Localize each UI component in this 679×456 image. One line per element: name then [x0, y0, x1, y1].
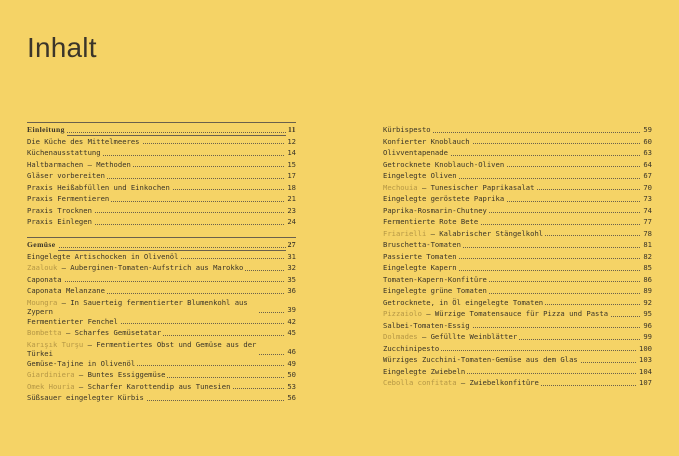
page-number: 99: [643, 332, 652, 341]
toc-entry[interactable]: [27, 381, 296, 393]
contents-column-left: [27, 124, 296, 404]
page-number: 82: [643, 251, 652, 261]
toc-entry[interactable]: [27, 170, 296, 182]
section-rule-top: [27, 237, 296, 238]
page-number: 50: [287, 370, 296, 379]
dish-name-highlight: Karışık Turşu: [27, 339, 84, 349]
entry-text: Fermentierte Rote Bete: [383, 217, 479, 226]
page-number: 64: [643, 159, 652, 169]
toc-entry[interactable]: [383, 216, 652, 228]
page-number: 85: [643, 263, 652, 272]
toc-entry[interactable]: [27, 285, 296, 297]
section-title: Gemüse: [27, 240, 56, 249]
toc-entry-title: [27, 262, 245, 274]
toc-entry-title: [383, 159, 506, 171]
toc-entry[interactable]: [383, 159, 652, 171]
page-number: 49: [287, 358, 296, 368]
entry-text: Bruschetta-Tomaten: [383, 240, 461, 249]
toc-entry[interactable]: [383, 205, 652, 217]
toc-entry-title: [27, 136, 142, 148]
dish-name-highlight: Mechouia: [383, 182, 418, 192]
page-number: 35: [287, 274, 296, 284]
entry-text: – Auberginen-Tomaten-Aufstrich aus Marokko: [57, 263, 244, 272]
toc-entry-title: [27, 381, 232, 393]
entry-text: – Kalabrischer Stängelkohl: [426, 228, 544, 238]
toc-entry-title: [27, 147, 103, 159]
entry-text: Haltbarmachen – Methoden: [27, 159, 131, 169]
dish-name-highlight: Cebolla confitata: [383, 378, 457, 387]
entry-text: – Würzige Tomatensauce für Pizza und Pasta: [421, 309, 609, 318]
dish-name-highlight: Pizzaiolo: [383, 309, 422, 318]
entry-text: Eingelegte Oliven: [383, 171, 457, 180]
toc-entry[interactable]: [27, 136, 296, 148]
toc-entry-title: [383, 297, 545, 309]
toc-entry[interactable]: [383, 274, 652, 286]
entry-text: Fermentierter Fenchel: [27, 316, 118, 326]
page-number: 39: [287, 305, 296, 314]
toc-entry[interactable]: [27, 205, 296, 217]
toc-entry-title: [383, 147, 450, 159]
toc-entry-title: [383, 377, 541, 389]
toc-entry[interactable]: [383, 297, 652, 309]
toc-entry[interactable]: [383, 193, 652, 205]
page-number: 86: [643, 274, 652, 284]
toc-entry-title: [383, 331, 519, 343]
entry-text: – Gefüllte Weinblätter: [417, 332, 518, 341]
entry-text: – Fermentiertes Obst und Gemüse aus der Türkei: [27, 339, 257, 358]
page-title: Inhalt: [27, 32, 97, 63]
page-number: 70: [643, 182, 652, 192]
page-number: 36: [287, 286, 296, 295]
toc-entry[interactable]: [27, 216, 296, 228]
toc-entry-title: [383, 354, 580, 366]
toc-entry-title: [27, 358, 137, 370]
toc-entry[interactable]: [27, 339, 296, 358]
toc-entry[interactable]: [27, 274, 296, 286]
entry-text: Salbei-Tomaten-Essig: [383, 320, 470, 330]
page-number: 23: [287, 205, 296, 215]
toc-entry-title: [383, 285, 489, 297]
toc-entry[interactable]: [27, 262, 296, 274]
toc-entry-title: [27, 239, 58, 251]
toc-entry-title: [383, 205, 489, 217]
toc-entry-title: [27, 369, 167, 381]
entry-text: Zucchinipesto: [383, 343, 440, 353]
toc-entry[interactable]: [27, 327, 296, 339]
toc-entry-title: [27, 159, 133, 171]
page-number: 27: [287, 240, 296, 249]
entry-text: Praxis Trocknen: [27, 205, 92, 215]
toc-entry-title: [383, 182, 536, 194]
toc-entry[interactable]: [383, 239, 652, 251]
page-number: 17: [287, 171, 296, 180]
toc-entry-title: [383, 136, 472, 148]
dish-name-highlight: Giardiniera: [27, 370, 75, 379]
page-number: 11: [288, 125, 296, 134]
toc-entry[interactable]: [383, 170, 652, 182]
toc-entry[interactable]: [27, 193, 296, 205]
toc-entry-title: [27, 316, 120, 328]
toc-entry-title: [383, 251, 459, 263]
toc-entry[interactable]: [383, 124, 652, 136]
toc-entry[interactable]: [383, 366, 652, 378]
toc-entry[interactable]: [27, 159, 296, 171]
toc-entry-title: [27, 327, 163, 339]
page-number: 77: [643, 217, 652, 226]
page-number: 103: [639, 355, 652, 364]
toc-entry-title: [383, 239, 463, 251]
page-number: 18: [287, 182, 296, 192]
entry-text: Eingelegte Kapern: [383, 263, 457, 272]
toc-entry[interactable]: [383, 262, 652, 274]
toc-entry[interactable]: [27, 316, 296, 328]
page-number: 78: [643, 228, 652, 238]
toc-entry-title: [27, 340, 259, 358]
page-number: 104: [639, 366, 652, 376]
page-number: 89: [643, 286, 652, 295]
entry-text: Getrocknete Knoblauch-Oliven: [383, 159, 505, 169]
dot-leader: [27, 281, 296, 282]
toc-entry-title: [27, 274, 64, 286]
toc-entry[interactable]: [27, 251, 296, 263]
entry-text: Caponata Melanzane: [27, 286, 105, 295]
entry-text: – Tunesischer Paprikasalat: [417, 182, 535, 192]
entry-text: – Buntes Essiggemüse: [74, 370, 166, 379]
entry-text: – Scharfer Karottendip aus Tunesien: [74, 381, 231, 391]
toc-entry-title: [383, 124, 433, 136]
section-title: Einleitung: [27, 125, 65, 134]
toc-entry-title: [383, 308, 610, 320]
page-number: 53: [287, 381, 296, 391]
page-number: 63: [643, 148, 652, 157]
page-number: 21: [287, 194, 296, 203]
page-number: 31: [287, 251, 296, 261]
page-number: 59: [643, 125, 652, 134]
toc-entry[interactable]: [383, 147, 652, 159]
toc-entry-title: [383, 274, 489, 286]
page-number: 74: [643, 205, 652, 215]
toc-entry-title: [27, 170, 107, 182]
toc-entry-title: [27, 216, 94, 228]
page-number: 32: [287, 263, 296, 272]
toc-entry[interactable]: [383, 182, 652, 194]
toc-section-heading[interactable]: [27, 239, 296, 251]
page-number: 46: [287, 347, 296, 356]
toc-entry[interactable]: [27, 147, 296, 159]
toc-entry[interactable]: [383, 251, 652, 263]
entry-text: Eingelegte Artischocken in Olivenöl: [27, 251, 179, 261]
toc-entry-title: [27, 392, 146, 404]
toc-section-heading[interactable]: [27, 124, 296, 136]
toc-entry-title: [27, 205, 94, 217]
toc-entry-title: [383, 193, 506, 205]
page-number: 15: [287, 159, 296, 169]
toc-entry[interactable]: [383, 308, 652, 320]
entry-text: Gemüse-Tajine in Olivenöl: [27, 358, 136, 368]
toc-entry[interactable]: [383, 377, 652, 389]
toc-entry-title: [27, 251, 180, 263]
toc-entry-title: [27, 193, 111, 205]
toc-entry-title: [27, 182, 172, 194]
entry-text: Passierte Tomaten: [383, 251, 457, 261]
toc-entry[interactable]: [383, 343, 652, 355]
section-rule-top: [27, 122, 296, 123]
toc-entry[interactable]: [383, 320, 652, 332]
entry-text: Eingelegte grüne Tomaten: [383, 286, 487, 295]
toc-entry[interactable]: [27, 358, 296, 370]
page-number: 73: [643, 194, 652, 203]
entry-text: Die Küche des Mittelmeeres: [27, 136, 140, 146]
page-number: 96: [643, 320, 652, 330]
entry-text: Praxis Fermentieren: [27, 194, 110, 203]
dish-name-highlight: Friarielli: [383, 228, 427, 238]
dish-name-highlight: Dolmades: [383, 332, 418, 341]
entry-text: Getrocknete, in Öl eingelegte Tomaten: [383, 297, 544, 307]
entry-text: Praxis Heißabfüllen und Einkochen: [27, 182, 170, 192]
page-number: 45: [287, 328, 296, 337]
entry-text: – Zwiebelkonfitüre: [456, 378, 539, 387]
page-number: 14: [287, 148, 296, 157]
entry-text: Caponata: [27, 274, 62, 284]
dot-leader: [27, 247, 296, 248]
toc-entry[interactable]: [27, 392, 296, 404]
toc-entry[interactable]: [383, 285, 652, 297]
page-number: 56: [287, 393, 296, 402]
toc-entry[interactable]: [383, 354, 652, 366]
entry-text: Tomaten-Kapern-Konfitüre: [383, 274, 487, 284]
toc-entry-title: [27, 298, 259, 316]
toc-entry-title: [27, 124, 67, 136]
entry-text: Würziges Zucchini-Tomaten-Gemüse aus dem Glas: [383, 355, 578, 364]
dish-name-highlight: Bombetta: [27, 328, 62, 337]
page-number: 95: [643, 309, 652, 318]
entry-text: Eingelegte geröstete Paprika: [383, 194, 505, 203]
toc-entry-title: [383, 228, 545, 240]
toc-entry-title: [383, 216, 480, 228]
entry-text: Olivventapenade: [383, 148, 448, 157]
page-number: 24: [287, 217, 296, 226]
page-number: 107: [639, 378, 652, 387]
entry-text: Kürbispesto: [383, 125, 431, 134]
entry-text: – In Sauerteig fermentierter Blumenkohl aus Zypern: [27, 297, 248, 316]
toc-entry[interactable]: [27, 297, 296, 316]
page-number: 42: [287, 316, 296, 326]
dish-name-highlight: Moungra: [27, 297, 58, 307]
entry-text: Eingelegte Zwiebeln: [383, 366, 466, 376]
dot-leader: [27, 132, 296, 133]
entry-text: Paprika-Rosmarin-Chutney: [383, 205, 487, 215]
entry-text: Gläser vorbereiten: [27, 171, 105, 180]
toc-entry-title: [383, 366, 467, 378]
page-number: 67: [643, 171, 652, 180]
page-number: 100: [639, 343, 652, 353]
toc-entry[interactable]: [383, 331, 652, 343]
toc-entry[interactable]: [383, 228, 652, 240]
entry-text: Küchenausstattung: [27, 148, 101, 157]
page-number: 92: [643, 297, 652, 307]
toc-entry-title: [27, 285, 107, 297]
toc-entry-title: [383, 320, 472, 332]
page-number: 12: [287, 136, 296, 146]
entry-text: Konfierter Knoblauch: [383, 136, 470, 146]
toc-entry-title: [383, 343, 441, 355]
dish-name-highlight: Omek Houria: [27, 381, 75, 391]
page-number: 60: [643, 136, 652, 146]
page-number: 81: [643, 240, 652, 249]
entry-text: Praxis Einlegen: [27, 217, 92, 226]
dish-name-highlight: Zaalouk: [27, 263, 58, 272]
toc-entry[interactable]: [27, 182, 296, 194]
toc-entry-title: [383, 262, 459, 274]
entry-text: Süßsauer eingelegter Kürbis: [27, 393, 144, 402]
toc-entry[interactable]: [383, 136, 652, 148]
entry-text: – Scharfes Gemüsetatar: [61, 328, 162, 337]
toc-entry-title: [383, 170, 459, 182]
toc-entry[interactable]: [27, 369, 296, 381]
contents-column-right: [383, 124, 652, 389]
